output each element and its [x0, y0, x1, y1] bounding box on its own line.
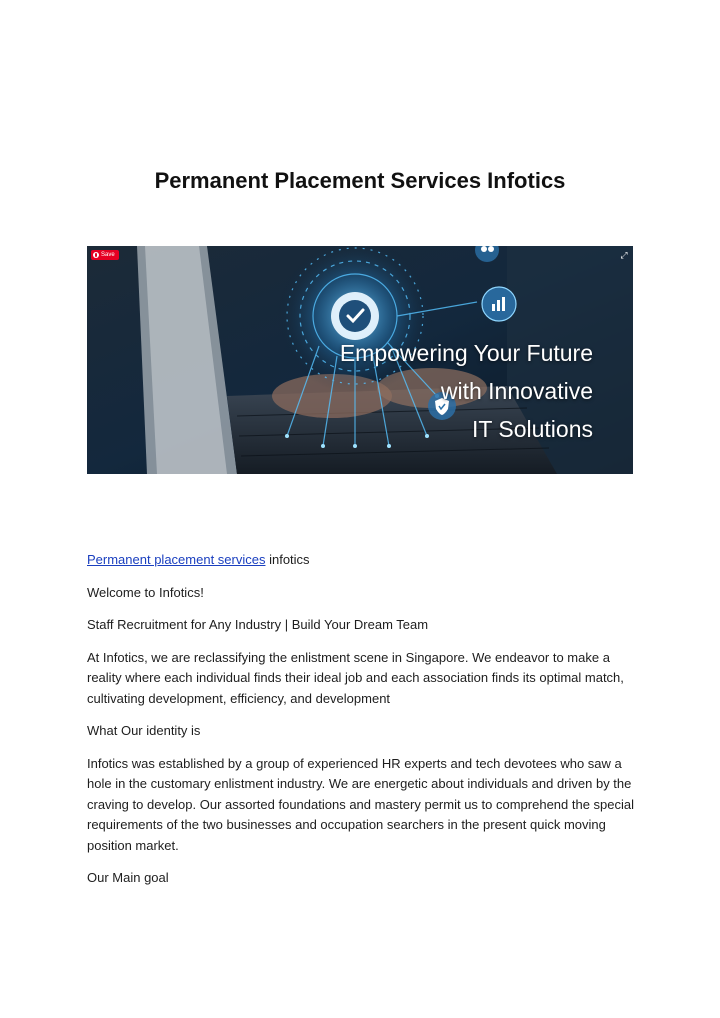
pinterest-icon — [93, 252, 99, 258]
welcome-text: Welcome to Infotics! — [87, 584, 204, 600]
banner-headline-line: IT Solutions — [471, 416, 593, 442]
page-title: Permanent Placement Services Infotics — [154, 168, 566, 193]
banner-headline — [340, 334, 593, 448]
mission-paragraph: At Infotics, we are reclassifying the enlistment scene in Singapore. We endeavor to make a reality where each individual finds their ideal job and each association finds its optimal match, cultivating development, efficiency, and development — [87, 649, 624, 706]
hero-banner-image[interactable] — [87, 246, 633, 474]
goal-heading: Our Main goal — [87, 870, 169, 885]
identity-paragraph: Infotics was established by a group of experienced HR experts and tech devotees who saw a hole in the customary enlistment industry. We are energetic about individuals and driven by the craving to develop. Our assorted foundations and mastery permit us to comprehend the special requirements of the two businesses and occupation searchers in the present quick moving position market. — [87, 755, 635, 853]
banner-headline-line: with Innovative — [440, 378, 593, 404]
intro-paragraph — [87, 550, 635, 571]
banner-headline-line: Empowering Your Future — [339, 340, 593, 366]
permanent-placement-link[interactable]: Permanent placement services — [87, 552, 266, 567]
gear-check-icon — [331, 292, 379, 340]
identity-heading: What Our identity is — [87, 723, 201, 738]
pinterest-save-button[interactable]: Save — [91, 250, 119, 260]
bar-chart-icon — [482, 287, 516, 321]
article-body — [87, 550, 635, 901]
tagline-text: Staff Recruitment for Any Industry | Build Your Dream Team — [87, 617, 429, 632]
expand-icon[interactable]: ⤢ — [620, 250, 628, 260]
intro-text: infotics — [265, 552, 310, 567]
